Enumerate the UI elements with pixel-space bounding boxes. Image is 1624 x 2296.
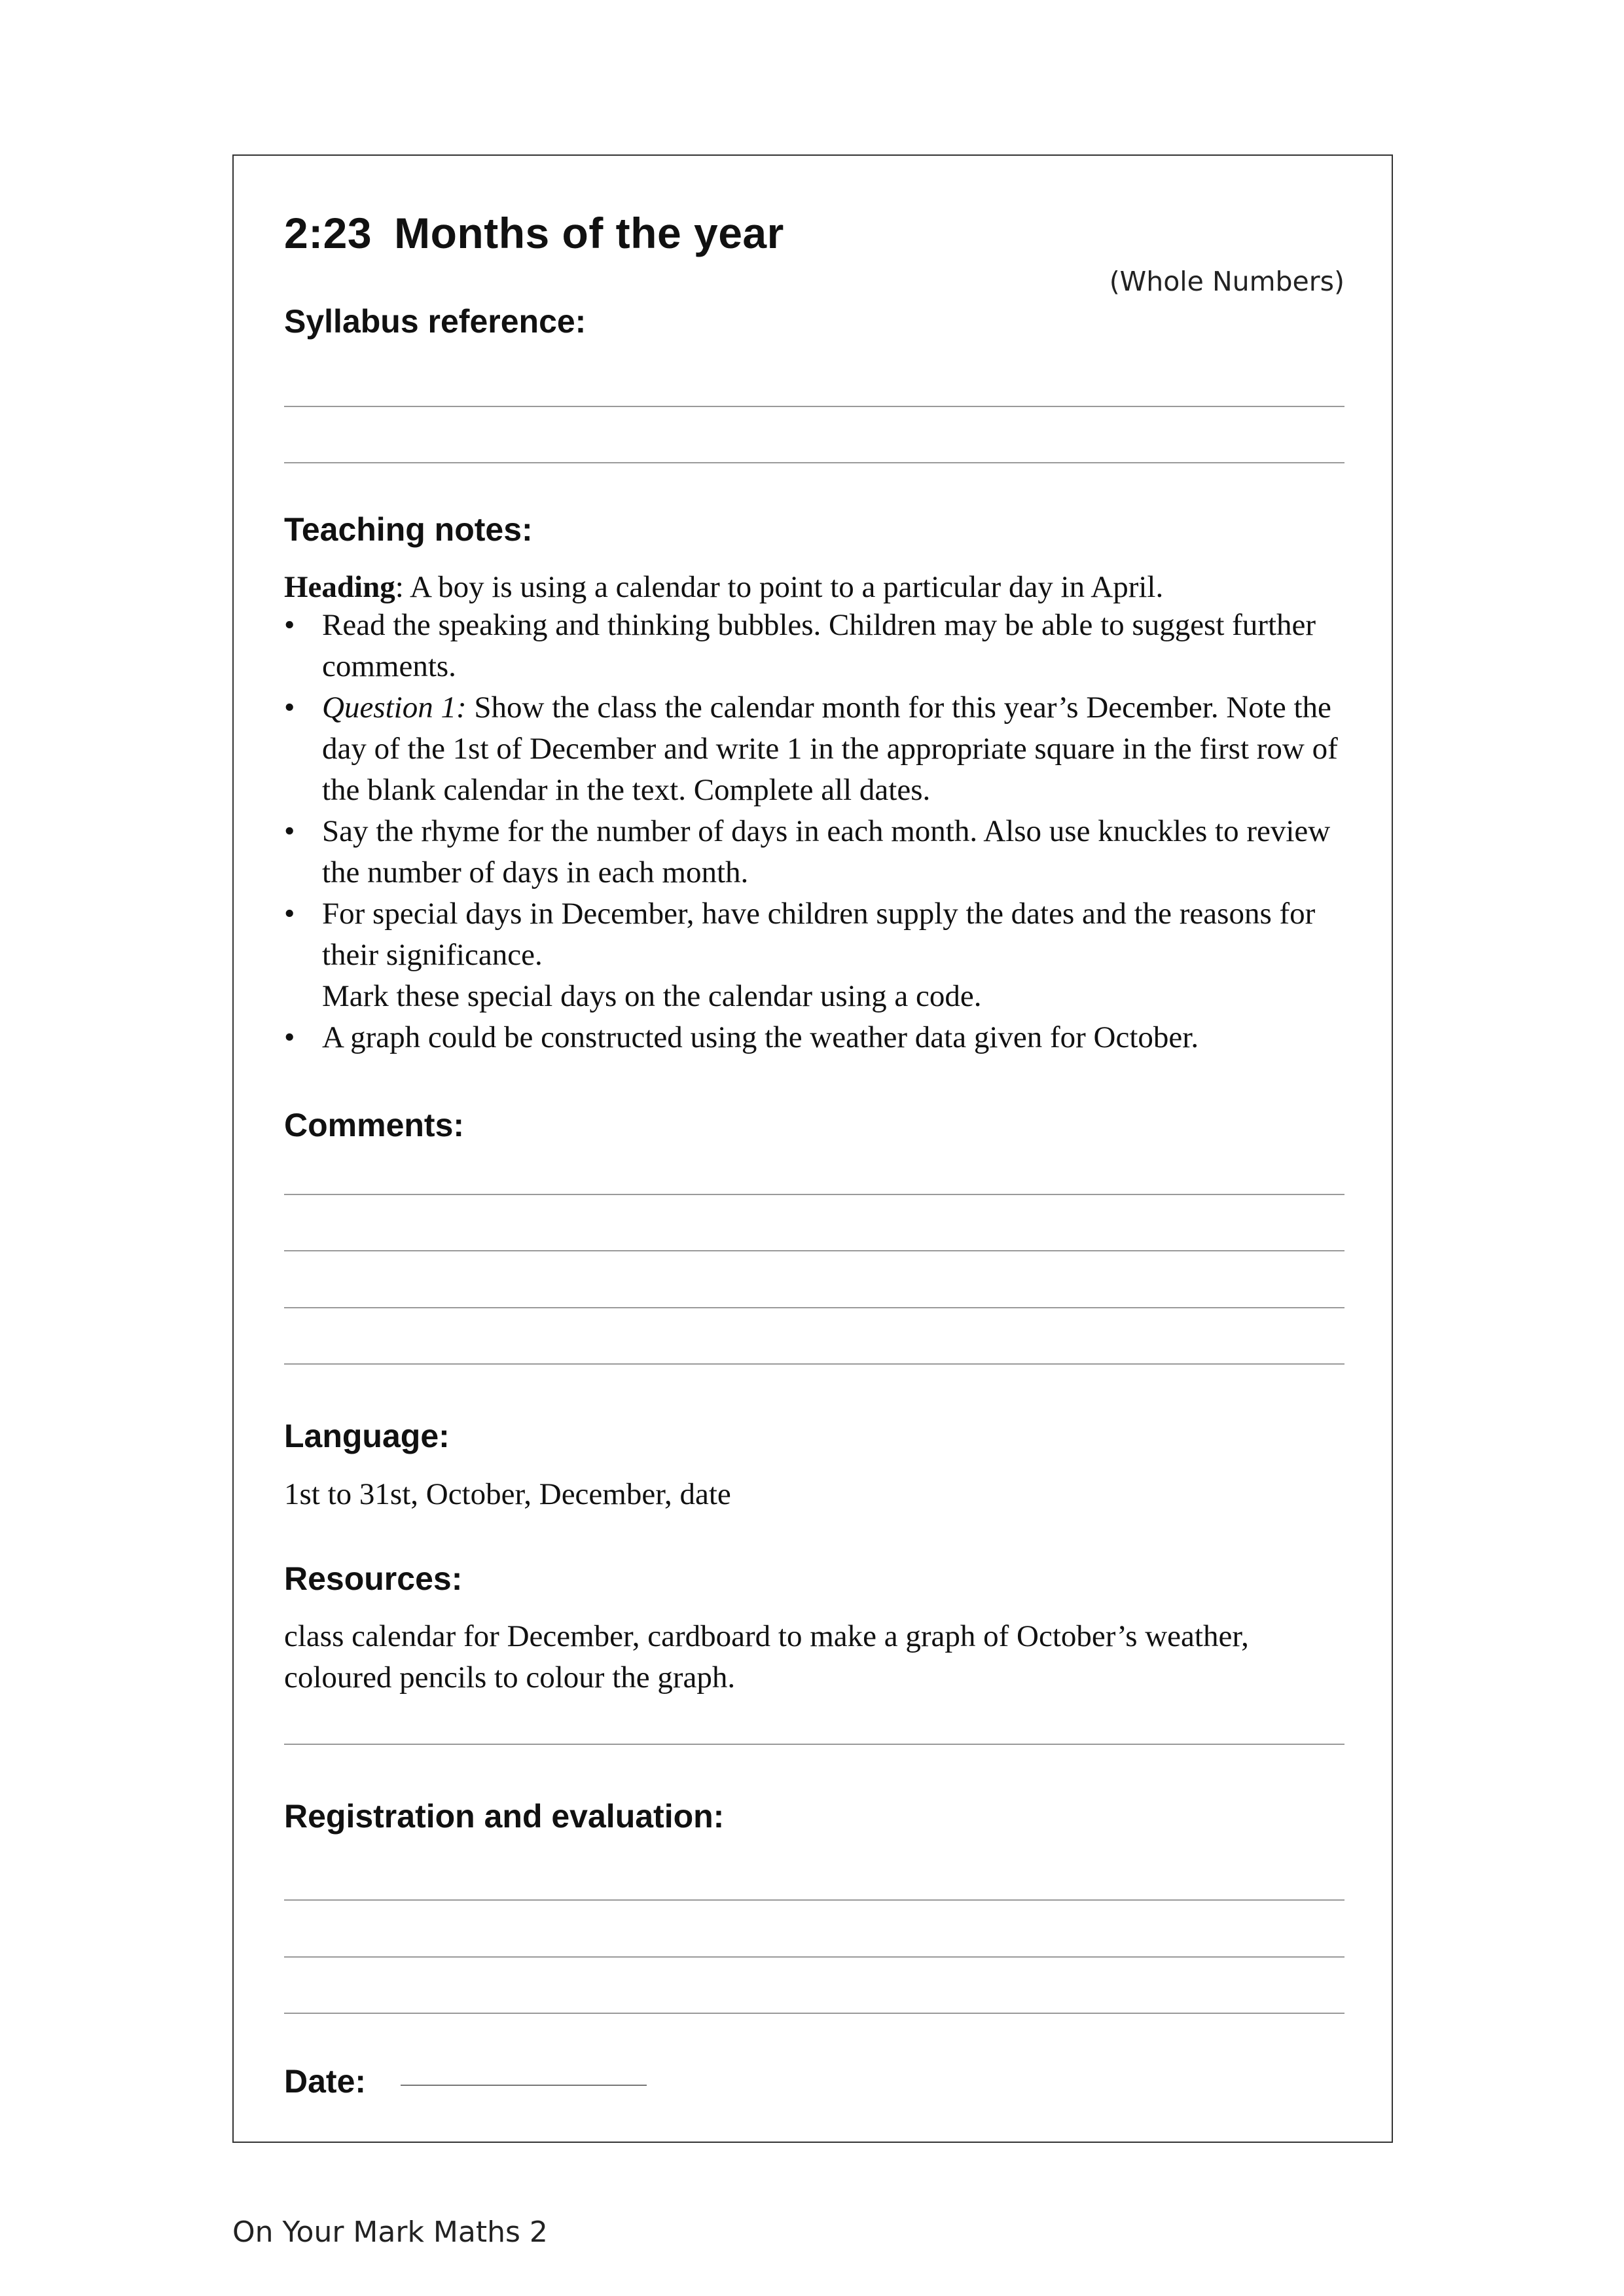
registration-line-3[interactable]	[284, 2013, 1344, 2014]
bullet-icon: •	[284, 897, 295, 931]
comments-heading: Comments:	[284, 1107, 465, 1143]
list-item-text: Say the rhyme for the number of days in each month. Also use knuckles to review the number of days in each month.	[322, 814, 1331, 889]
language-text: 1st to 31st, October, December, date	[284, 1477, 731, 1511]
bullet-icon: •	[284, 1020, 295, 1054]
syllabus-line-2[interactable]	[284, 462, 1344, 463]
teaching-notes-list	[284, 605, 1358, 1058]
registration-line-1[interactable]	[284, 1899, 1344, 1901]
lesson-number: 2:23	[284, 209, 372, 257]
syllabus-heading: Syllabus reference:	[284, 303, 586, 340]
question-label: Question 1:	[322, 691, 467, 725]
list-item	[284, 811, 1358, 893]
date-label: Date:	[284, 2063, 367, 2100]
list-item	[284, 1017, 1358, 1058]
worksheet-frame	[232, 154, 1393, 2143]
list-item-text: For special days in December, have children supply the dates and the reasons for their significance.	[322, 897, 1316, 972]
comments-line-1[interactable]	[284, 1194, 1344, 1195]
footer-text: On Your Mark Maths 2	[232, 2215, 548, 2249]
comments-line-3[interactable]	[284, 1307, 1344, 1308]
date-field[interactable]	[401, 2085, 647, 2086]
bullet-icon: •	[284, 814, 295, 848]
teaching-heading-note	[284, 567, 1358, 608]
bullet-icon: •	[284, 608, 295, 642]
registration-heading: Registration and evaluation:	[284, 1798, 725, 1835]
bullet-icon: •	[284, 691, 295, 725]
teaching-notes-heading: Teaching notes:	[284, 511, 533, 548]
list-item-text: Show the class the calendar month for this year’s December. Note the day of the 1st of December and write 1 in the appropriate square in the first row of the blank calendar in the text. Complete all dates.	[322, 691, 1338, 807]
language-heading: Language:	[284, 1418, 450, 1454]
page-title	[284, 208, 784, 258]
registration-line-2[interactable]	[284, 1956, 1344, 1958]
list-item	[284, 893, 1358, 1017]
list-item	[284, 605, 1358, 687]
syllabus-line-1[interactable]	[284, 406, 1344, 407]
comments-line-2[interactable]	[284, 1250, 1344, 1251]
lesson-title: Months of the year	[394, 209, 784, 257]
resources-line[interactable]	[284, 1744, 1344, 1745]
resources-heading: Resources:	[284, 1560, 463, 1597]
strand-label: (Whole Numbers)	[1109, 266, 1344, 297]
list-item-extra: Mark these special days on the calendar using a code.	[322, 979, 982, 1013]
list-item-text: A graph could be constructed using the weather data given for October.	[322, 1020, 1199, 1054]
list-item-text: Read the speaking and thinking bubbles. Children may be able to suggest further comments.	[322, 608, 1316, 683]
heading-label: Heading	[284, 570, 395, 604]
list-item	[284, 687, 1358, 811]
comments-line-4[interactable]	[284, 1363, 1344, 1365]
heading-note-text: : A boy is using a calendar to point to a particular day in April.	[395, 570, 1164, 604]
resources-text: class calendar for December, cardboard to make a graph of October’s weather, coloured pencils to colour the graph.	[284, 1619, 1249, 1695]
